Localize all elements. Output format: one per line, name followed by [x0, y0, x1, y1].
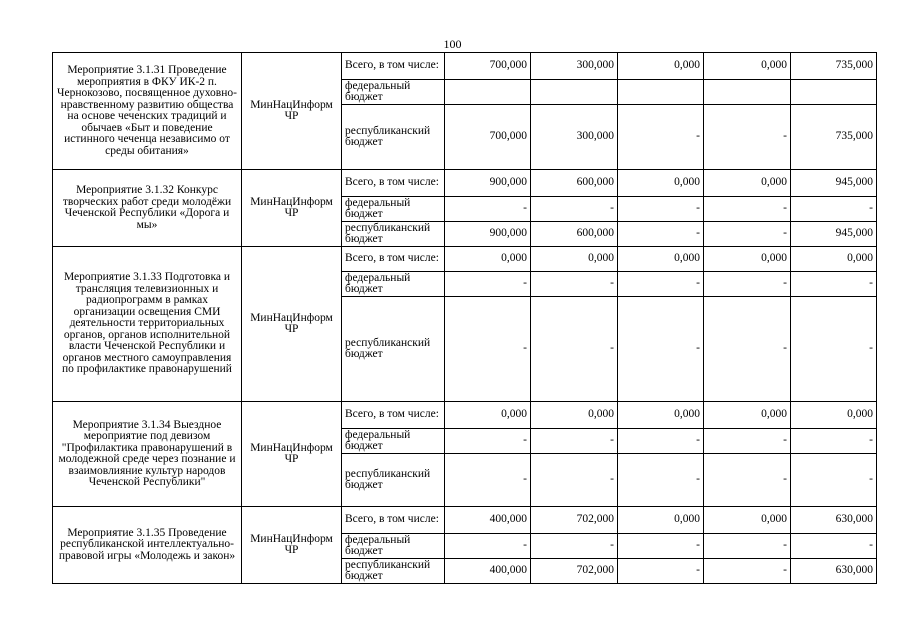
table-row	[53, 247, 877, 272]
value-cell: 630,000	[791, 559, 877, 584]
value-cell: -	[791, 534, 877, 559]
source-republic: республиканский бюджет	[342, 297, 445, 402]
value-cell: -	[704, 105, 791, 170]
value-cell	[445, 80, 531, 105]
value-cell: -	[531, 272, 618, 297]
executor-cell: МинНацИнформ ЧР	[242, 170, 342, 247]
table-row	[53, 402, 877, 429]
source-federal: федеральный бюджет	[342, 80, 445, 105]
value-cell: -	[704, 297, 791, 402]
value-cell: -	[618, 429, 704, 454]
value-cell: -	[618, 197, 704, 222]
value-cell: -	[704, 559, 791, 584]
value-cell: -	[704, 534, 791, 559]
value-cell: 600,000	[531, 170, 618, 197]
value-cell	[791, 80, 877, 105]
executor-cell: МинНацИнформ ЧР	[242, 53, 342, 170]
activity-cell: Мероприятие 3.1.31 Проведение мероприятия в ФКУ ИК-2 п. Чернокозово, посвященное духовно-нравственному развитию общества на основе чеченских традиций и обычаев «Быт и поведение истинного чеченца независимо от среды обитания»	[53, 53, 242, 170]
value-cell: 400,000	[445, 507, 531, 534]
value-cell: 900,000	[445, 170, 531, 197]
value-cell: -	[704, 429, 791, 454]
value-cell: -	[791, 197, 877, 222]
value-cell: -	[531, 454, 618, 507]
value-cell: -	[445, 534, 531, 559]
value-cell: 0,000	[791, 247, 877, 272]
executor-cell: МинНацИнформ ЧР	[242, 507, 342, 584]
value-cell: -	[445, 197, 531, 222]
value-cell: 400,000	[445, 559, 531, 584]
source-federal: федеральный бюджет	[342, 272, 445, 297]
value-cell: 630,000	[791, 507, 877, 534]
value-cell: 945,000	[791, 222, 877, 247]
value-cell: -	[791, 297, 877, 402]
value-cell: 0,000	[704, 247, 791, 272]
value-cell	[531, 80, 618, 105]
activity-cell: Мероприятие 3.1.34 Выездное мероприятие под девизом "Профилактика правонарушений в молодежной среде через познание и взаимовлияние культур народов Чеченской Республики"	[53, 402, 242, 507]
value-cell: 0,000	[704, 507, 791, 534]
executor-cell: МинНацИнформ ЧР	[242, 402, 342, 507]
value-cell: -	[704, 272, 791, 297]
value-cell: -	[618, 105, 704, 170]
value-cell: -	[445, 454, 531, 507]
activity-cell: Мероприятие 3.1.35 Проведение республиканской интеллектуально-правовой игры «Молодежь и закон»	[53, 507, 242, 584]
value-cell: 702,000	[531, 559, 618, 584]
source-republic: республиканский бюджет	[342, 222, 445, 247]
value-cell: 0,000	[704, 53, 791, 80]
value-cell: 702,000	[531, 507, 618, 534]
value-cell: 0,000	[791, 402, 877, 429]
value-cell: -	[445, 429, 531, 454]
value-cell: 0,000	[704, 170, 791, 197]
table-row	[53, 53, 877, 80]
value-cell: -	[531, 429, 618, 454]
value-cell	[704, 80, 791, 105]
value-cell: -	[618, 534, 704, 559]
activity-cell: Мероприятие 3.1.33 Подготовка и трансляция телевизионных и радиопрограмм в рамках организации освещения СМИ деятельности территориальных органов, органов исполнительной власти Чеченской Республики и органов местного самоуправления по профилактике правонарушений	[53, 247, 242, 402]
table-row	[53, 170, 877, 197]
value-cell: 0,000	[531, 247, 618, 272]
source-total: Всего, в том числе:	[342, 247, 445, 272]
value-cell	[618, 80, 704, 105]
value-cell: -	[531, 534, 618, 559]
source-republic: республиканский бюджет	[342, 559, 445, 584]
value-cell: 0,000	[445, 247, 531, 272]
value-cell: -	[791, 454, 877, 507]
table-row	[53, 507, 877, 534]
value-cell: 0,000	[618, 53, 704, 80]
value-cell: 700,000	[445, 105, 531, 170]
value-cell: 0,000	[618, 247, 704, 272]
executor-cell: МинНацИнформ ЧР	[242, 247, 342, 402]
value-cell: -	[791, 429, 877, 454]
value-cell: 600,000	[531, 222, 618, 247]
source-total: Всего, в том числе:	[342, 170, 445, 197]
value-cell: 700,000	[445, 53, 531, 80]
source-total: Всего, в том числе:	[342, 53, 445, 80]
value-cell: 735,000	[791, 105, 877, 170]
source-total: Всего, в том числе:	[342, 507, 445, 534]
value-cell: 0,000	[704, 402, 791, 429]
value-cell: -	[531, 197, 618, 222]
value-cell: -	[704, 454, 791, 507]
value-cell: -	[704, 222, 791, 247]
value-cell: 945,000	[791, 170, 877, 197]
value-cell: 0,000	[531, 402, 618, 429]
value-cell: 0,000	[618, 402, 704, 429]
value-cell: -	[445, 272, 531, 297]
value-cell: -	[618, 454, 704, 507]
value-cell: -	[531, 297, 618, 402]
value-cell: 900,000	[445, 222, 531, 247]
value-cell: 0,000	[445, 402, 531, 429]
value-cell: -	[704, 197, 791, 222]
value-cell: -	[791, 272, 877, 297]
source-federal: федеральный бюджет	[342, 197, 445, 222]
value-cell: 300,000	[531, 105, 618, 170]
budget-table	[52, 52, 877, 584]
source-total: Всего, в том числе:	[342, 402, 445, 429]
value-cell: -	[618, 297, 704, 402]
source-federal: федеральный бюджет	[342, 534, 445, 559]
value-cell: -	[618, 272, 704, 297]
source-republic: республиканский бюджет	[342, 454, 445, 507]
value-cell: 735,000	[791, 53, 877, 80]
source-republic: республиканский бюджет	[342, 105, 445, 170]
value-cell: -	[618, 559, 704, 584]
value-cell: -	[445, 297, 531, 402]
value-cell: 300,000	[531, 53, 618, 80]
source-federal: федеральный бюджет	[342, 429, 445, 454]
value-cell: 0,000	[618, 170, 704, 197]
value-cell: -	[618, 222, 704, 247]
page-number: 100	[443, 37, 462, 51]
activity-cell: Мероприятие 3.1.32 Конкурс творческих работ среди молодёжи Чеченской Республики «Дорога и мы»	[53, 170, 242, 247]
value-cell: 0,000	[618, 507, 704, 534]
